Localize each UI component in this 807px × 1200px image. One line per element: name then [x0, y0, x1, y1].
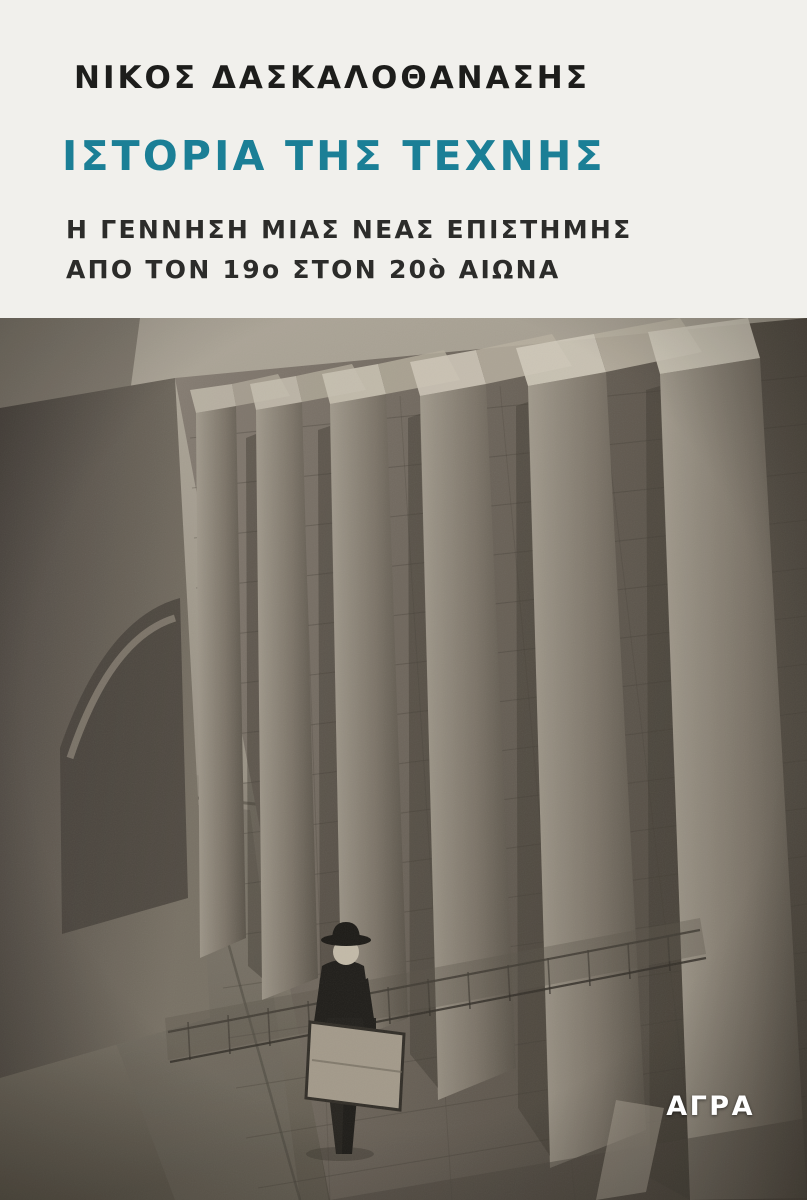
subtitle-line-1: Η ΓΕΝΝΗΣΗ ΜΙΑΣ ΝΕΑΣ ΕΠΙΣΤΗΜΗΣ [66, 215, 633, 244]
cover-photograph [0, 318, 807, 1200]
subtitle-line-2: ΑΠΟ ΤΟΝ 19ο ΣΤΟΝ 20ὸ ΑΙΩΝΑ [66, 255, 561, 284]
photograph-illustration [0, 318, 807, 1200]
book-title: ΙΣΤΟΡΙΑ ΤΗΣ ΤΕΧΝΗΣ [62, 132, 606, 180]
cover-text-panel [0, 0, 807, 318]
publisher-logo: ΑΓΡΑ [666, 1091, 755, 1122]
author-name: ΝΙΚΟΣ ΔΑΣΚΑΛΟΘΑΝΑΣΗΣ [74, 60, 590, 96]
